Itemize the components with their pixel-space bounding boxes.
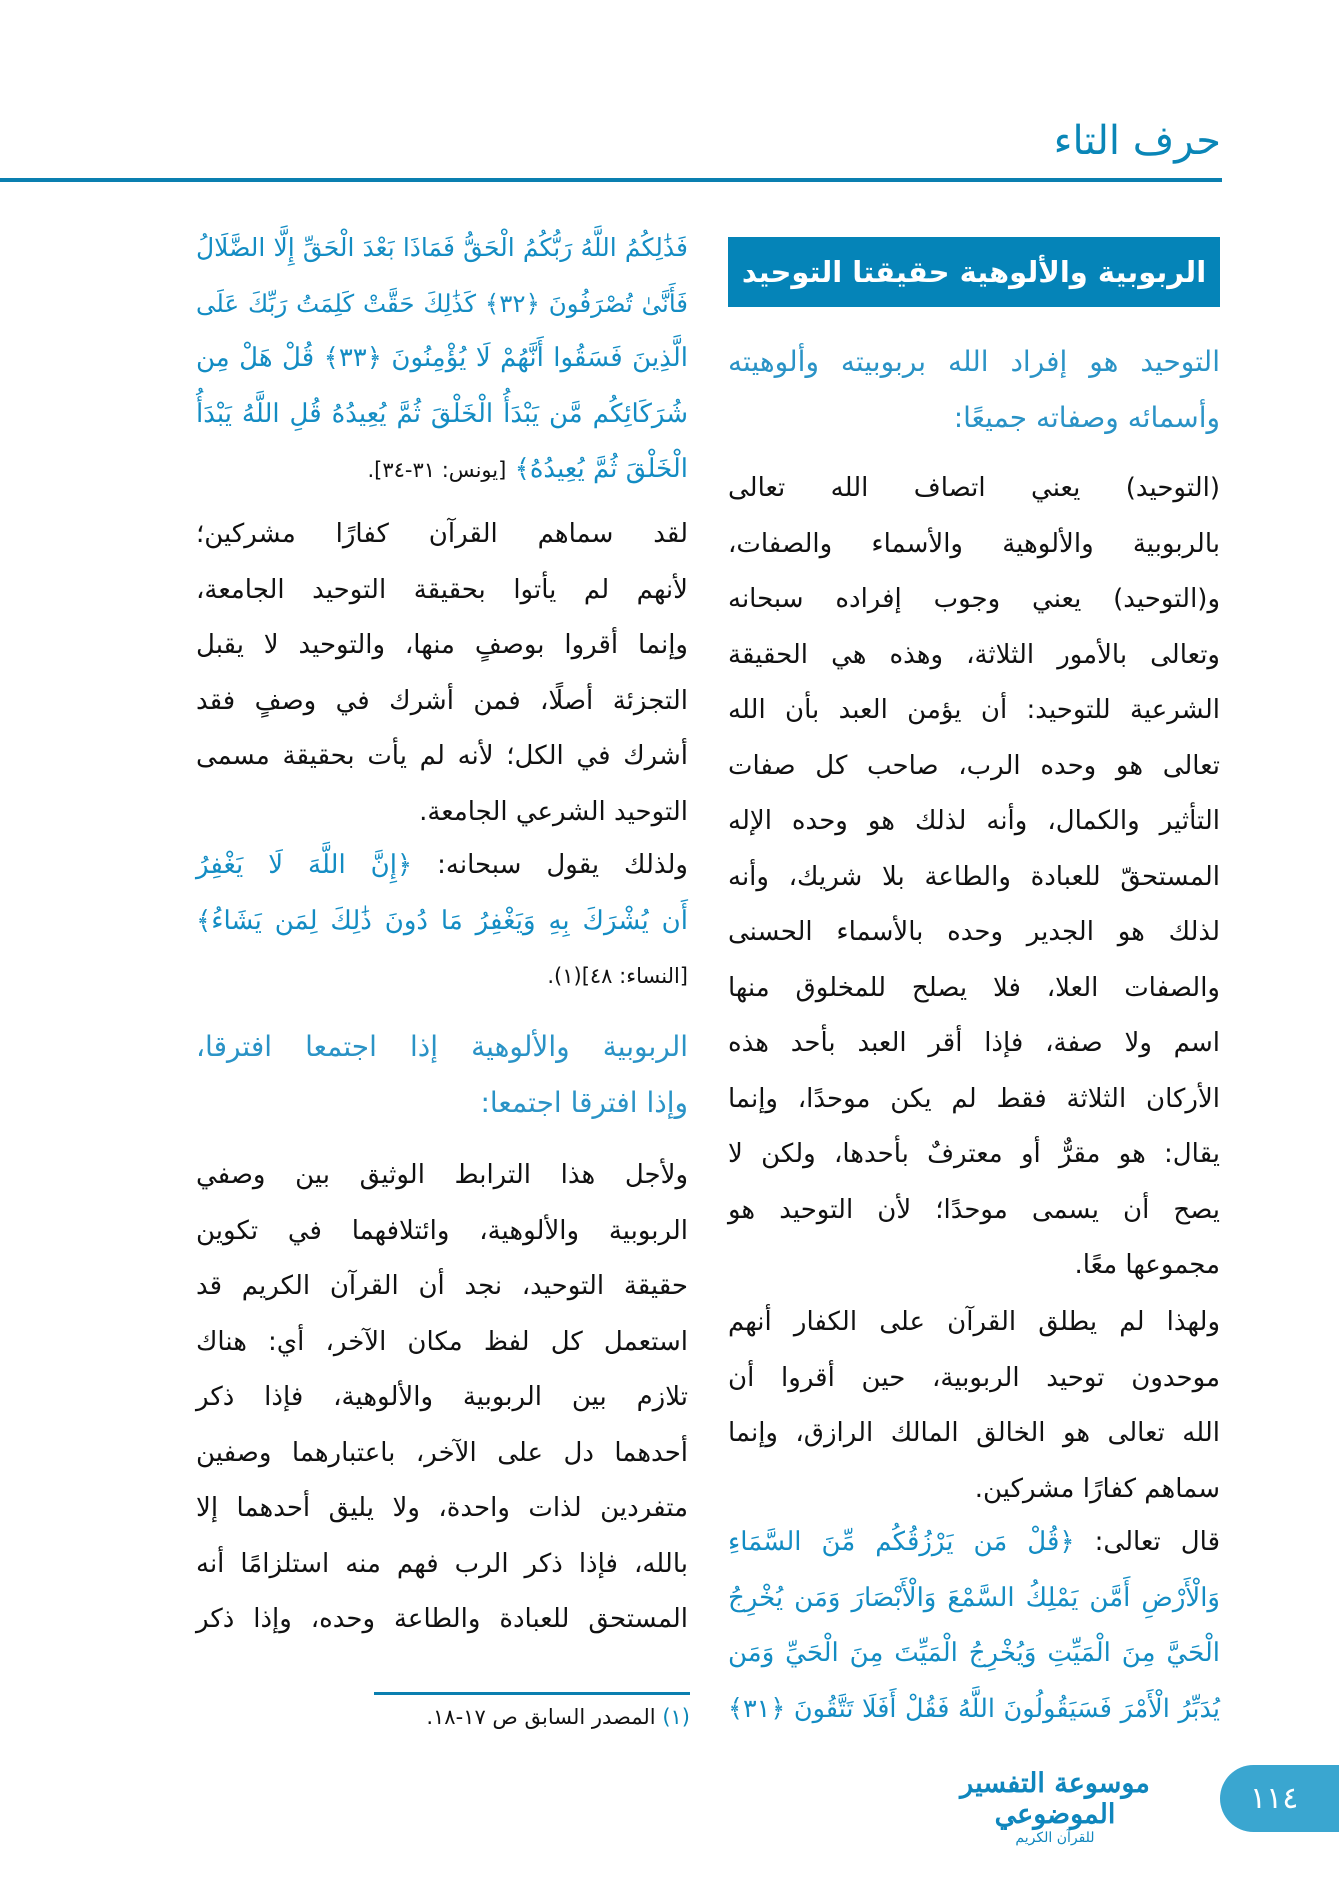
text-line: الربوبية والألوهية، وائتلافهما في تكوين (196, 1215, 688, 1246)
quote-line: يُدَبِّرُ الْأَمْرَ فَسَيَقُولُونَ اللَّهُ فَقُلْ أَفَلَا تَتَّقُونَ ﴿٣١﴾ (728, 1693, 1220, 1724)
verse-reference: [النساء: ٤٨](١). (547, 964, 688, 988)
text-line: لأنهم لم يأتوا بحقيقة التوحيد الجامعة، (196, 574, 688, 605)
text-line: استعمل كل لفظ مكان الآخر، أي: هناك (196, 1326, 688, 1357)
text-line: أحدهما دل على الآخر، باعتبارهما وصفين (196, 1437, 688, 1468)
text-line: سماهم كفارًا مشركين. (974, 1473, 1220, 1504)
text-line: موحدون توحيد الربوبية، حين أقروا أن (728, 1362, 1220, 1393)
text-line: لذلك هو الجدير وحده بالأسماء الحسنى (728, 917, 1220, 947)
text-line: تلازم بين الربوبية والألوهية، فإذا ذكر (196, 1382, 688, 1412)
text-line: المستحقّ للعبادة والطاعة بلا شريك، وأنه (728, 861, 1220, 892)
text-line: والصفات العلا، فلا يصلح للمخلوق منها (728, 972, 1220, 1003)
verse-line: فَذَٰلِكُمُ اللَّهُ رَبُّكُمُ الْحَقُّ فَمَاذَا بَعْدَ الْحَقِّ إِلَّا الضَّلَالُ (196, 233, 688, 262)
verse-line: شُرَكَائِكُم مَّن يَبْدَأُ الْخَلْقَ ثُمَّ يُعِيدُهُ قُلِ اللَّهُ يَبْدَأُ (196, 398, 688, 429)
para-line (196, 838, 688, 894)
quran-line: أَن يُشْرَكَ بِهِ وَيَغْفِرُ مَا دُونَ ذَٰلِكَ لِمَن يَشَاءُ﴾ (196, 905, 688, 936)
text-line: ولأجل هذا الترابط الوثيق بين وصفي (196, 1160, 688, 1190)
text-line: وتعالى بالأمور الثلاثة، وهذه هي الحقيقة (728, 639, 1220, 670)
quote-intro: قال تعالى: (1094, 1527, 1220, 1557)
text-line: اسم ولا صفة، فإذا أقر العبد بأحد هذه (728, 1028, 1220, 1058)
right-paragraph-1 (728, 461, 1220, 1294)
text-line: التوحيد هو إفراد الله بربوبيته وألوهيته (728, 345, 1220, 378)
page-number: ١١٤ (1220, 1765, 1339, 1832)
text-line: ولهذا لم يطلق القرآن على الكفار أنهم (728, 1307, 1220, 1337)
text-line: يقال: هو مقرٌّ أو معترفٌ بأحدها، ولكن لا (728, 1139, 1220, 1169)
footnote (300, 1705, 690, 1729)
text-line: بالله، فإذا ذكر الرب فهم منه استلزامًا أنه (196, 1548, 688, 1579)
text-line: الشرعية للتوحيد: أن يؤمن العبد بأن الله (728, 695, 1220, 725)
left-paragraph-3 (196, 1148, 688, 1648)
text-line: يصح أن يسمى موحدًا؛ لأن التوحيد هو (728, 1194, 1220, 1225)
text-line: بالربوبية والألوهية والأسماء والصفات، (728, 528, 1220, 559)
text-line: أشرك في الكل؛ لأنه لم يأت بحقيقة مسمى (196, 741, 688, 771)
left-paragraph-1 (196, 507, 688, 840)
logo-title: موسوعة التفسير الموضوعي (960, 1768, 1150, 1830)
footnote-rule (374, 1692, 690, 1695)
quote-line (728, 1515, 1220, 1571)
text-line: تعالى هو وحده الرب، صاحب كل صفات (728, 750, 1220, 781)
verse-line: الَّذِينَ فَسَقُوا أَنَّهُمْ لَا يُؤْمِنُونَ ﴿٣٣﴾ قُلْ هَلْ مِن (196, 343, 688, 373)
text-line: وإذا افترقا اجتمعا: (480, 1085, 688, 1119)
verse-line (196, 442, 688, 498)
right-quote (728, 1515, 1220, 1737)
text-line: حقيقة التوحيد، نجد أن القرآن الكريم قد (196, 1271, 688, 1301)
quran-text: الْخَلْقَ ثُمَّ يُعِيدُهُ﴾ (514, 454, 688, 484)
footnote-number: (١) (662, 1705, 690, 1729)
header-rule (0, 178, 1222, 182)
text-line: لقد سماهم القرآن كفارًا مشركين؛ (196, 519, 688, 549)
text-line: وإنما أقروا بوصفٍ منها، والتوحيد لا يقبل (196, 630, 688, 660)
quote-line: وَالْأَرْضِ أَمَّن يَمْلِكُ السَّمْعَ وَالْأَبْصَارَ وَمَن يُخْرِجُ (728, 1582, 1220, 1613)
verse-line: فَأَنَّىٰ تُصْرَفُونَ ﴿٣٢﴾ كَذَٰلِكَ حَقَّتْ كَلِمَتُ رَبِّكَ عَلَى (196, 288, 688, 318)
logo-subtitle: للقرآن الكريم (1015, 1830, 1095, 1846)
text-line: الربوبية والألوهية إذا اجتمعا افترقا، (196, 1030, 688, 1063)
text-line: و(التوحيد) يعني وجوب إفراده سبحانه (728, 584, 1220, 614)
text-line: الله تعالى هو الخالق المالك الرازق، وإنما (728, 1418, 1220, 1448)
footnote-text: المصدر السابق ص ١٧-١٨. (426, 1705, 656, 1729)
text-line: المستحق للعبادة والطاعة وحده، وإذا ذكر (196, 1604, 688, 1634)
text-line: مجموعها معًا. (1074, 1250, 1220, 1280)
text-line: التأثير والكمال، وأنه لذلك هو وحده الإله (728, 806, 1220, 836)
text-line: متفردين لذات واحدة، ولا يليق أحدهما إلا (196, 1493, 688, 1523)
running-head: حرف التاء (1053, 118, 1221, 164)
right-heading (728, 334, 1220, 445)
quote-line: الْحَيَّ مِنَ الْمَيِّتِ وَيُخْرِجُ الْمَيِّتَ مِنَ الْحَيِّ وَمَن (728, 1638, 1220, 1668)
para-intro: ولذلك يقول سبحانه: (437, 850, 688, 880)
text-line: وأسمائه وصفاته جميعًا: (953, 400, 1220, 434)
left-heading (196, 1019, 688, 1130)
text-line: التجزئة أصلًا، فمن أشرك في وصفٍ فقد (196, 685, 688, 716)
text-line: الأركان الثلاثة فقط لم يكن موحدًا، وإنما (728, 1083, 1220, 1114)
section-title: الربوبية والألوهية حقيقتا التوحيد (728, 237, 1220, 307)
right-paragraph-2 (728, 1295, 1220, 1517)
verse-reference: [يونس: ٣١-٣٤]. (367, 458, 507, 482)
text-line: (التوحيد) يعني اتصاف الله تعالى (728, 473, 1220, 503)
left-verse (196, 220, 688, 498)
quran-text: ﴿قُلْ مَن يَرْزُقُكُم مِّنَ السَّمَاءِ (728, 1527, 1075, 1557)
left-paragraph-2 (196, 838, 688, 1005)
text-line: التوحيد الشرعي الجامعة. (419, 796, 688, 827)
quran-text: ﴿إِنَّ اللَّهَ لَا يَغْفِرُ (196, 850, 413, 880)
encyclopedia-logo (930, 1768, 1180, 1846)
